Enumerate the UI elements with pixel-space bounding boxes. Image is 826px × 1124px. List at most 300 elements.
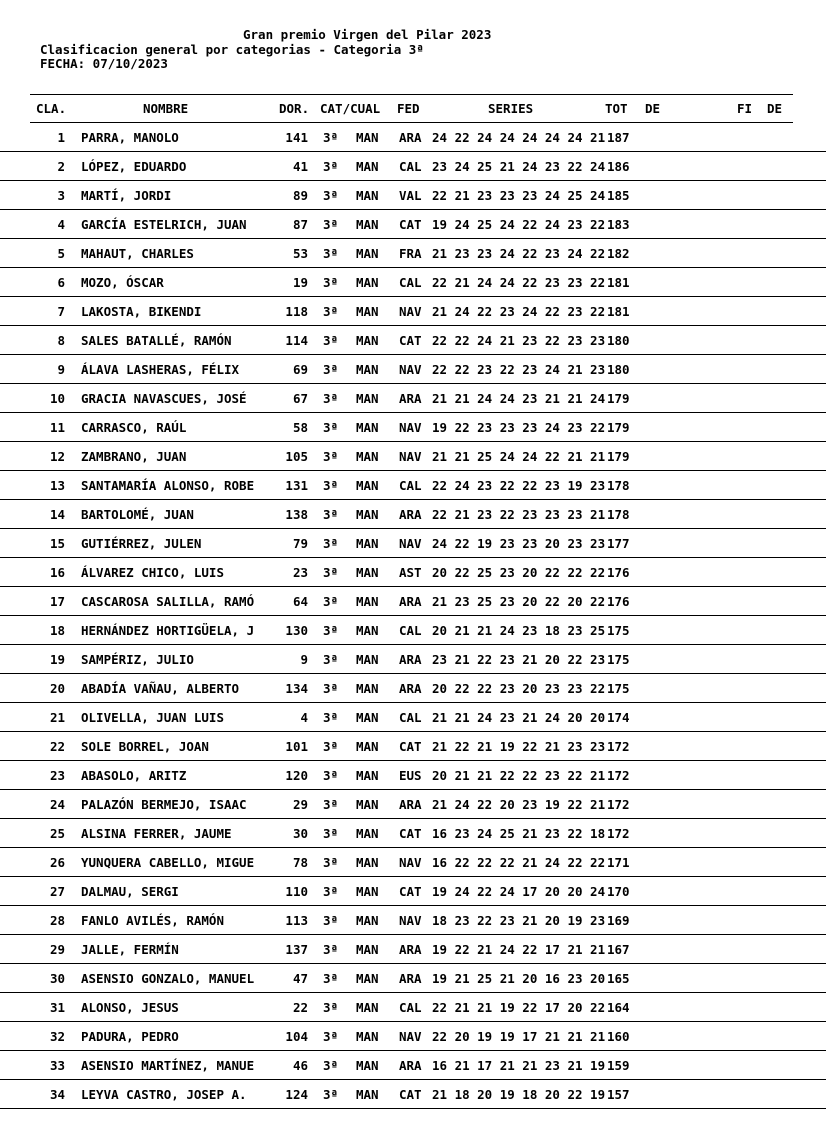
cell-tot: 159 bbox=[607, 1058, 630, 1073]
cell-tot: 177 bbox=[607, 536, 630, 551]
table-row bbox=[0, 442, 826, 471]
cell-fed: ARA bbox=[399, 1058, 422, 1073]
cell-dor: 137 bbox=[285, 942, 308, 957]
cell-series: 22 21 24 24 22 23 23 22 bbox=[432, 275, 606, 290]
cell-dor: 104 bbox=[285, 1029, 308, 1044]
cell-tot: 180 bbox=[607, 362, 630, 377]
cell-cual: MAN bbox=[356, 449, 379, 464]
cell-cla: 31 bbox=[49, 1000, 65, 1015]
cell-cual: MAN bbox=[356, 333, 379, 348]
cell-cual: MAN bbox=[356, 304, 379, 319]
cell-nombre: LAKOSTA, BIKENDI bbox=[81, 304, 202, 319]
cell-nombre: SALES BATALLÉ, RAMÓN bbox=[81, 333, 232, 348]
cell-fed: CAT bbox=[399, 739, 422, 754]
cell-cual: MAN bbox=[356, 188, 379, 203]
cell-nombre: PADURA, PEDRO bbox=[81, 1029, 179, 1044]
cell-cla: 28 bbox=[49, 913, 65, 928]
cell-nombre: ÁLAVA LASHERAS, FÉLIX bbox=[81, 362, 240, 377]
cell-fed: NAV bbox=[399, 304, 422, 319]
table-row bbox=[0, 761, 826, 790]
cell-cual: MAN bbox=[356, 478, 379, 493]
cell-cual: MAN bbox=[356, 884, 379, 899]
table-row bbox=[0, 326, 826, 355]
cell-cat: 3ª bbox=[323, 391, 339, 406]
cell-cla: 21 bbox=[49, 710, 65, 725]
cell-cual: MAN bbox=[356, 217, 379, 232]
cell-fed: CAL bbox=[399, 710, 422, 725]
table-row bbox=[0, 906, 826, 935]
table-row bbox=[0, 587, 826, 616]
cell-fed: ARA bbox=[399, 681, 422, 696]
cell-fed: CAT bbox=[399, 333, 422, 348]
cell-nombre: PARRA, MANOLO bbox=[81, 130, 179, 145]
cell-series: 21 24 22 20 23 19 22 21 bbox=[432, 797, 606, 812]
table-row bbox=[0, 645, 826, 674]
cell-cat: 3ª bbox=[323, 565, 339, 580]
table-row bbox=[0, 732, 826, 761]
cell-series: 24 22 24 24 24 24 24 21 bbox=[432, 130, 606, 145]
cell-cual: MAN bbox=[356, 391, 379, 406]
table-row bbox=[0, 268, 826, 297]
cell-nombre: ABADÍA VAÑAU, ALBERTO bbox=[81, 681, 240, 696]
table-row bbox=[0, 935, 826, 964]
cell-series: 19 22 23 23 23 24 23 22 bbox=[432, 420, 606, 435]
cell-cla: 22 bbox=[49, 739, 65, 754]
cell-cla: 2 bbox=[57, 159, 65, 174]
cell-nombre: OLIVELLA, JUAN LUIS bbox=[81, 710, 224, 725]
cell-cla: 16 bbox=[49, 565, 65, 580]
table-row bbox=[0, 384, 826, 413]
cell-series: 19 22 21 24 22 17 21 21 bbox=[432, 942, 606, 957]
cell-dor: 78 bbox=[292, 855, 308, 870]
cell-cat: 3ª bbox=[323, 507, 339, 522]
cell-series: 19 24 25 24 22 24 23 22 bbox=[432, 217, 606, 232]
cell-cla: 10 bbox=[49, 391, 65, 406]
cell-cat: 3ª bbox=[323, 884, 339, 899]
cell-series: 21 21 25 24 24 22 21 21 bbox=[432, 449, 606, 464]
cell-tot: 174 bbox=[607, 710, 630, 725]
cell-dor: 113 bbox=[285, 913, 308, 928]
cell-cual: MAN bbox=[356, 623, 379, 638]
cell-nombre: GRACIA NAVASCUES, JOSÉ bbox=[81, 391, 247, 406]
cell-nombre: HERNÁNDEZ HORTIGÜELA, J bbox=[81, 623, 255, 638]
cell-cat: 3ª bbox=[323, 652, 339, 667]
cell-dor: 4 bbox=[300, 710, 308, 725]
cell-series: 22 24 23 22 22 23 19 23 bbox=[432, 478, 606, 493]
cell-fed: CAT bbox=[399, 884, 422, 899]
cell-nombre: MOZO, ÓSCAR bbox=[81, 275, 164, 290]
cell-nombre: SOLE BORREL, JOAN bbox=[81, 739, 209, 754]
cell-fed: CAT bbox=[399, 826, 422, 841]
cell-tot: 170 bbox=[607, 884, 630, 899]
table-row bbox=[0, 529, 826, 558]
cell-tot: 160 bbox=[607, 1029, 630, 1044]
cell-tot: 180 bbox=[607, 333, 630, 348]
cell-cual: MAN bbox=[356, 246, 379, 261]
cell-cual: MAN bbox=[356, 1058, 379, 1073]
cell-dor: 89 bbox=[292, 188, 308, 203]
cell-cla: 1 bbox=[57, 130, 65, 145]
cell-cla: 25 bbox=[49, 826, 65, 841]
cell-series: 20 21 21 24 23 18 23 25 bbox=[432, 623, 606, 638]
cell-cla: 14 bbox=[49, 507, 65, 522]
cell-cual: MAN bbox=[356, 362, 379, 377]
table-row bbox=[0, 1080, 826, 1109]
cell-nombre: ASENSIO MARTÍNEZ, MANUE bbox=[81, 1058, 255, 1073]
cell-cla: 7 bbox=[57, 304, 65, 319]
cell-cla: 20 bbox=[49, 681, 65, 696]
cell-cat: 3ª bbox=[323, 130, 339, 145]
cell-fed: ARA bbox=[399, 507, 422, 522]
cell-tot: 165 bbox=[607, 971, 630, 986]
cell-cla: 32 bbox=[49, 1029, 65, 1044]
cell-fed: NAV bbox=[399, 913, 422, 928]
cell-nombre: MARTÍ, JORDI bbox=[81, 188, 172, 203]
cell-cla: 17 bbox=[49, 594, 65, 609]
cell-cat: 3ª bbox=[323, 449, 339, 464]
cell-tot: 175 bbox=[607, 681, 630, 696]
cell-cla: 30 bbox=[49, 971, 65, 986]
cell-cla: 3 bbox=[57, 188, 65, 203]
cell-dor: 79 bbox=[292, 536, 308, 551]
cell-nombre: YUNQUERA CABELLO, MIGUE bbox=[81, 855, 255, 870]
cell-tot: 176 bbox=[607, 594, 630, 609]
cell-cla: 24 bbox=[49, 797, 65, 812]
cell-series: 22 20 19 19 17 21 21 21 bbox=[432, 1029, 606, 1044]
cell-tot: 171 bbox=[607, 855, 630, 870]
cell-fed: NAV bbox=[399, 420, 422, 435]
cell-series: 23 21 22 23 21 20 22 23 bbox=[432, 652, 606, 667]
cell-tot: 176 bbox=[607, 565, 630, 580]
table-row bbox=[0, 1051, 826, 1080]
cell-dor: 29 bbox=[292, 797, 308, 812]
cell-series: 20 21 21 22 22 23 22 21 bbox=[432, 768, 606, 783]
cell-fed: CAL bbox=[399, 623, 422, 638]
col-tot: TOT bbox=[605, 101, 628, 116]
cell-cual: MAN bbox=[356, 159, 379, 174]
cell-nombre: FANLO AVILÉS, RAMÓN bbox=[81, 913, 224, 928]
cell-dor: 120 bbox=[285, 768, 308, 783]
cell-tot: 183 bbox=[607, 217, 630, 232]
cell-series: 21 23 23 24 22 23 24 22 bbox=[432, 246, 606, 261]
cell-dor: 141 bbox=[285, 130, 308, 145]
cell-series: 16 22 22 22 21 24 22 22 bbox=[432, 855, 606, 870]
table-row bbox=[0, 1022, 826, 1051]
cell-nombre: ALSINA FERRER, JAUME bbox=[81, 826, 232, 841]
cell-cat: 3ª bbox=[323, 768, 339, 783]
cell-cual: MAN bbox=[356, 594, 379, 609]
cell-nombre: LÓPEZ, EDUARDO bbox=[81, 159, 187, 174]
cell-fed: VAL bbox=[399, 188, 422, 203]
cell-cat: 3ª bbox=[323, 304, 339, 319]
cell-fed: CAT bbox=[399, 217, 422, 232]
cell-dor: 134 bbox=[285, 681, 308, 696]
cell-series: 21 23 25 23 20 22 20 22 bbox=[432, 594, 606, 609]
col-cla: CLA. bbox=[36, 101, 67, 116]
cell-tot: 172 bbox=[607, 826, 630, 841]
cell-cla: 27 bbox=[49, 884, 65, 899]
cell-nombre: ZAMBRANO, JUAN bbox=[81, 449, 187, 464]
cell-cla: 11 bbox=[49, 420, 65, 435]
cell-cual: MAN bbox=[356, 681, 379, 696]
cell-cual: MAN bbox=[356, 565, 379, 580]
table-row bbox=[0, 616, 826, 645]
cell-series: 21 21 24 23 21 24 20 20 bbox=[432, 710, 606, 725]
cell-cla: 15 bbox=[49, 536, 65, 551]
cell-tot: 179 bbox=[607, 420, 630, 435]
report-header bbox=[40, 28, 491, 72]
cell-cual: MAN bbox=[356, 1087, 379, 1102]
table-row bbox=[0, 877, 826, 906]
cell-dor: 138 bbox=[285, 507, 308, 522]
cell-cual: MAN bbox=[356, 826, 379, 841]
cell-cual: MAN bbox=[356, 536, 379, 551]
col-cat-cual: CAT/CUAL bbox=[320, 101, 381, 116]
cell-fed: EUS bbox=[399, 768, 422, 783]
cell-dor: 22 bbox=[292, 1000, 308, 1015]
cell-fed: ARA bbox=[399, 797, 422, 812]
cell-tot: 187 bbox=[607, 130, 630, 145]
cell-fed: NAV bbox=[399, 362, 422, 377]
cell-cual: MAN bbox=[356, 1000, 379, 1015]
cell-cla: 18 bbox=[49, 623, 65, 638]
table-row bbox=[0, 355, 826, 384]
cell-cual: MAN bbox=[356, 855, 379, 870]
cell-tot: 172 bbox=[607, 768, 630, 783]
cell-nombre: ASENSIO GONZALO, MANUEL bbox=[81, 971, 255, 986]
cell-cat: 3ª bbox=[323, 681, 339, 696]
cell-cual: MAN bbox=[356, 942, 379, 957]
col-de-2: DE bbox=[767, 101, 783, 116]
cell-cla: 33 bbox=[49, 1058, 65, 1073]
cell-dor: 118 bbox=[285, 304, 308, 319]
cell-fed: ARA bbox=[399, 594, 422, 609]
report-subtitle: Clasificacion general por categorias - Categoria 3ª bbox=[40, 41, 424, 57]
cell-fed: ARA bbox=[399, 391, 422, 406]
cell-fed: NAV bbox=[399, 536, 422, 551]
cell-cual: MAN bbox=[356, 710, 379, 725]
table-row bbox=[0, 790, 826, 819]
table-row bbox=[0, 674, 826, 703]
cell-cat: 3ª bbox=[323, 710, 339, 725]
cell-dor: 105 bbox=[285, 449, 308, 464]
cell-cat: 3ª bbox=[323, 420, 339, 435]
cell-dor: 58 bbox=[292, 420, 308, 435]
col-dor: DOR. bbox=[279, 101, 310, 116]
cell-tot: 172 bbox=[607, 739, 630, 754]
cell-cual: MAN bbox=[356, 1029, 379, 1044]
cell-cual: MAN bbox=[356, 507, 379, 522]
cell-dor: 131 bbox=[285, 478, 308, 493]
cell-nombre: CASCAROSA SALILLA, RAMÓ bbox=[81, 594, 255, 609]
cell-series: 20 22 25 23 20 22 22 22 bbox=[432, 565, 606, 580]
cell-series: 21 21 24 24 23 21 21 24 bbox=[432, 391, 606, 406]
cell-cat: 3ª bbox=[323, 942, 339, 957]
col-fed: FED bbox=[397, 101, 420, 116]
cell-fed: CAT bbox=[399, 1087, 422, 1102]
cell-series: 21 18 20 19 18 20 22 19 bbox=[432, 1087, 606, 1102]
cell-dor: 87 bbox=[292, 217, 308, 232]
cell-tot: 178 bbox=[607, 478, 630, 493]
cell-tot: 164 bbox=[607, 1000, 630, 1015]
cell-cat: 3ª bbox=[323, 1029, 339, 1044]
cell-tot: 178 bbox=[607, 507, 630, 522]
cell-cla: 12 bbox=[49, 449, 65, 464]
cell-series: 21 22 21 19 22 21 23 23 bbox=[432, 739, 606, 754]
table-row bbox=[0, 964, 826, 993]
cell-nombre: GARCÍA ESTELRICH, JUAN bbox=[81, 217, 247, 232]
cell-cla: 13 bbox=[49, 478, 65, 493]
cell-cat: 3ª bbox=[323, 188, 339, 203]
table-row bbox=[0, 500, 826, 529]
cell-cual: MAN bbox=[356, 130, 379, 145]
cell-series: 20 22 22 23 20 23 23 22 bbox=[432, 681, 606, 696]
cell-series: 22 21 23 23 23 24 25 24 bbox=[432, 188, 606, 203]
cell-cual: MAN bbox=[356, 913, 379, 928]
cell-fed: CAL bbox=[399, 159, 422, 174]
cell-tot: 169 bbox=[607, 913, 630, 928]
cell-cla: 8 bbox=[57, 333, 65, 348]
table-row bbox=[0, 181, 826, 210]
table-row bbox=[0, 993, 826, 1022]
cell-nombre: PALAZÓN BERMEJO, ISAAC bbox=[81, 797, 247, 812]
table-row bbox=[0, 848, 826, 877]
cell-series: 23 24 25 21 24 23 22 24 bbox=[432, 159, 606, 174]
table-top-rule bbox=[30, 94, 793, 95]
table-row bbox=[0, 471, 826, 500]
cell-cual: MAN bbox=[356, 797, 379, 812]
cell-tot: 157 bbox=[607, 1087, 630, 1102]
table-row bbox=[0, 210, 826, 239]
cell-nombre: JALLE, FERMÍN bbox=[81, 942, 179, 957]
cell-tot: 179 bbox=[607, 391, 630, 406]
cell-fed: NAV bbox=[399, 449, 422, 464]
cell-dor: 114 bbox=[285, 333, 308, 348]
cell-tot: 186 bbox=[607, 159, 630, 174]
cell-dor: 47 bbox=[292, 971, 308, 986]
col-nombre: NOMBRE bbox=[143, 101, 189, 116]
cell-nombre: SANTAMARÍA ALONSO, ROBE bbox=[81, 478, 255, 493]
cell-cat: 3ª bbox=[323, 971, 339, 986]
table-row bbox=[0, 413, 826, 442]
table-row bbox=[0, 703, 826, 732]
cell-fed: FRA bbox=[399, 246, 422, 261]
cell-cat: 3ª bbox=[323, 275, 339, 290]
cell-cat: 3ª bbox=[323, 826, 339, 841]
cell-fed: AST bbox=[399, 565, 422, 580]
cell-cual: MAN bbox=[356, 768, 379, 783]
cell-series: 22 22 23 22 23 24 21 23 bbox=[432, 362, 606, 377]
cell-series: 22 21 21 19 22 17 20 22 bbox=[432, 1000, 606, 1015]
cell-nombre: ABASOLO, ARITZ bbox=[81, 768, 187, 783]
cell-dor: 67 bbox=[292, 391, 308, 406]
table-header bbox=[0, 101, 826, 117]
cell-cat: 3ª bbox=[323, 739, 339, 754]
cell-cual: MAN bbox=[356, 971, 379, 986]
cell-series: 24 22 19 23 23 20 23 23 bbox=[432, 536, 606, 551]
table-row bbox=[0, 819, 826, 848]
cell-dor: 124 bbox=[285, 1087, 308, 1102]
cell-dor: 23 bbox=[292, 565, 308, 580]
cell-fed: CAL bbox=[399, 275, 422, 290]
cell-nombre: ALONSO, JESUS bbox=[81, 1000, 179, 1015]
cell-dor: 19 bbox=[292, 275, 308, 290]
report-title: Gran premio Virgen del Pilar 2023 bbox=[243, 27, 492, 42]
cell-fed: NAV bbox=[399, 1029, 422, 1044]
table-row bbox=[0, 152, 826, 181]
cell-cat: 3ª bbox=[323, 217, 339, 232]
cell-series: 21 24 22 23 24 22 23 22 bbox=[432, 304, 606, 319]
cell-cla: 29 bbox=[49, 942, 65, 957]
cell-cat: 3ª bbox=[323, 333, 339, 348]
cell-nombre: MAHAUT, CHARLES bbox=[81, 246, 194, 261]
cell-dor: 130 bbox=[285, 623, 308, 638]
table-row bbox=[0, 239, 826, 268]
cell-tot: 185 bbox=[607, 188, 630, 203]
cell-series: 19 21 25 21 20 16 23 20 bbox=[432, 971, 606, 986]
report-date: FECHA: 07/10/2023 bbox=[40, 56, 168, 71]
cell-cla: 5 bbox=[57, 246, 65, 261]
cell-cual: MAN bbox=[356, 275, 379, 290]
cell-tot: 175 bbox=[607, 623, 630, 638]
cell-series: 22 22 24 21 23 22 23 23 bbox=[432, 333, 606, 348]
cell-cat: 3ª bbox=[323, 362, 339, 377]
table-row bbox=[0, 558, 826, 587]
col-fi: FI bbox=[737, 101, 753, 116]
cell-fed: NAV bbox=[399, 855, 422, 870]
cell-cat: 3ª bbox=[323, 478, 339, 493]
cell-series: 16 21 17 21 21 23 21 19 bbox=[432, 1058, 606, 1073]
cell-series: 18 23 22 23 21 20 19 23 bbox=[432, 913, 606, 928]
cell-cat: 3ª bbox=[323, 1087, 339, 1102]
cell-dor: 30 bbox=[292, 826, 308, 841]
cell-fed: CAL bbox=[399, 478, 422, 493]
cell-tot: 172 bbox=[607, 797, 630, 812]
cell-cat: 3ª bbox=[323, 1058, 339, 1073]
cell-cual: MAN bbox=[356, 652, 379, 667]
cell-nombre: GUTIÉRREZ, JULEN bbox=[81, 536, 202, 551]
cell-series: 22 21 23 22 23 23 23 21 bbox=[432, 507, 606, 522]
cell-cat: 3ª bbox=[323, 913, 339, 928]
col-series: SERIES bbox=[488, 101, 534, 116]
cell-cat: 3ª bbox=[323, 246, 339, 261]
cell-cla: 23 bbox=[49, 768, 65, 783]
cell-fed: ARA bbox=[399, 652, 422, 667]
cell-cla: 34 bbox=[49, 1087, 65, 1102]
cell-tot: 179 bbox=[607, 449, 630, 464]
table-row bbox=[0, 123, 826, 152]
col-de-1: DE bbox=[645, 101, 661, 116]
cell-dor: 110 bbox=[285, 884, 308, 899]
cell-cla: 26 bbox=[49, 855, 65, 870]
cell-cla: 9 bbox=[57, 362, 65, 377]
cell-dor: 53 bbox=[292, 246, 308, 261]
cell-nombre: BARTOLOMÉ, JUAN bbox=[81, 507, 194, 522]
cell-tot: 181 bbox=[607, 304, 630, 319]
cell-dor: 41 bbox=[292, 159, 308, 174]
cell-cual: MAN bbox=[356, 739, 379, 754]
cell-dor: 46 bbox=[292, 1058, 308, 1073]
cell-cat: 3ª bbox=[323, 594, 339, 609]
table-row bbox=[0, 297, 826, 326]
cell-nombre: DALMAU, SERGI bbox=[81, 884, 179, 899]
cell-tot: 181 bbox=[607, 275, 630, 290]
cell-nombre: ÁLVAREZ CHICO, LUIS bbox=[81, 565, 224, 580]
cell-nombre: SAMPÉRIZ, JULIO bbox=[81, 652, 194, 667]
cell-fed: ARA bbox=[399, 942, 422, 957]
cell-cla: 4 bbox=[57, 217, 65, 232]
cell-fed: CAL bbox=[399, 1000, 422, 1015]
